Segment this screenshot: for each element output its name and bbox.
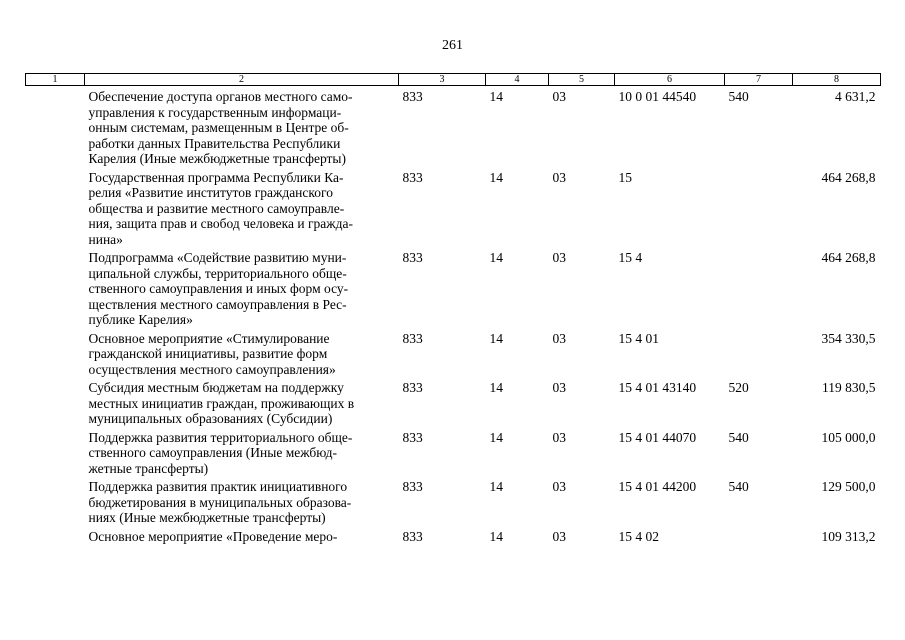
table-row bbox=[26, 167, 881, 248]
cell-c6: 15 4 01 bbox=[618, 330, 659, 346]
cell-c4: 14 bbox=[489, 479, 503, 494]
cell-c3: 833 bbox=[402, 250, 423, 265]
row-description: Основное мероприятие «Стимулирование гражданской инициативы, развитие форм осуществления местного самоуправления» bbox=[88, 330, 336, 377]
column-number: 5 bbox=[549, 74, 615, 86]
cell-c8: 129 500,0 bbox=[821, 479, 876, 494]
cell-c4: 14 bbox=[489, 380, 503, 395]
empty-cell bbox=[26, 167, 85, 248]
cell-c4: 14 bbox=[489, 429, 503, 445]
cell-c8: 354 330,5 bbox=[821, 330, 876, 346]
cell-c6: 15 bbox=[618, 169, 632, 185]
column-number: 1 bbox=[26, 74, 85, 86]
row-description: Обеспечение доступа органов местного само- управления к государственным информаци- онным системам, размещенным в Центре об- работки данных Правительства Республики Карелия (Иные межбюджетные трансферты) bbox=[88, 89, 353, 166]
table-row bbox=[26, 427, 881, 477]
empty-cell bbox=[26, 377, 85, 427]
budget-table bbox=[25, 73, 881, 544]
table-row bbox=[26, 247, 881, 328]
empty-cell bbox=[26, 476, 85, 526]
cell-c7 bbox=[725, 328, 793, 378]
cell-c7 bbox=[725, 526, 793, 545]
cell-c8: 464 268,8 bbox=[821, 169, 876, 185]
row-description: Подпрограмма «Содействие развитию муни- ципальной службы, территориального обще- ственного самоуправления и иных форм осу- ществления местного самоуправления в Рес- публике Карелия» bbox=[88, 250, 349, 327]
page-number: 261 bbox=[442, 38, 463, 53]
cell-c4: 14 bbox=[489, 528, 503, 544]
cell-c3: 833 bbox=[402, 429, 423, 445]
cell-c3: 833 bbox=[402, 479, 423, 494]
table-body bbox=[26, 86, 881, 545]
cell-c7: 540 bbox=[728, 479, 749, 494]
cell-c5: 03 bbox=[552, 89, 566, 104]
cell-c3: 833 bbox=[402, 169, 423, 185]
column-number-row bbox=[26, 74, 881, 86]
table-row bbox=[26, 377, 881, 427]
cell-c3: 833 bbox=[402, 330, 423, 346]
table-row bbox=[26, 476, 881, 526]
cell-c7: 540 bbox=[728, 429, 749, 445]
cell-c5: 03 bbox=[552, 528, 566, 544]
cell-c3: 833 bbox=[402, 528, 423, 544]
table-row bbox=[26, 526, 881, 545]
cell-c6: 15 4 02 bbox=[618, 528, 659, 544]
row-description: Субсидия местным бюджетам на поддержку местных инициатив граждан, проживающих в муниципальных образованиях (Субсидии) bbox=[88, 380, 355, 426]
table-row bbox=[26, 328, 881, 378]
row-description: Поддержка развития практик инициативного бюджетирования в муниципальных образова- ниях (Иные межбюджетные трансферты) bbox=[88, 479, 352, 525]
cell-c3: 833 bbox=[402, 89, 423, 104]
cell-c8: 109 313,2 bbox=[821, 528, 876, 544]
row-description: Основное мероприятие «Проведение меро- bbox=[88, 528, 338, 544]
empty-cell bbox=[26, 526, 85, 545]
cell-c5: 03 bbox=[552, 330, 566, 346]
empty-cell bbox=[26, 247, 85, 328]
cell-c7 bbox=[725, 247, 793, 328]
column-number: 7 bbox=[725, 74, 793, 86]
row-description: Государственная программа Республики Ка- релия «Развитие институтов гражданского общества и развитие местного самоуправле- ния, защита прав и свобод человека и гражда- нина» bbox=[88, 169, 353, 247]
empty-cell bbox=[26, 86, 85, 167]
cell-c5: 03 bbox=[552, 429, 566, 445]
cell-c6: 15 4 01 43140 bbox=[618, 380, 697, 395]
cell-c4: 14 bbox=[489, 330, 503, 346]
cell-c4: 14 bbox=[489, 169, 503, 185]
table-row bbox=[26, 86, 881, 167]
column-number: 4 bbox=[486, 74, 549, 86]
cell-c8: 105 000,0 bbox=[821, 429, 876, 445]
column-number: 6 bbox=[615, 74, 725, 86]
cell-c6: 15 4 01 44070 bbox=[618, 429, 697, 445]
cell-c7: 540 bbox=[728, 89, 749, 104]
cell-c6: 15 4 bbox=[618, 250, 643, 265]
cell-c8: 464 268,8 bbox=[821, 250, 876, 265]
column-number: 3 bbox=[399, 74, 486, 86]
cell-c3: 833 bbox=[402, 380, 423, 395]
row-description: Поддержка развития территориального обще- ственного самоуправления (Иные межбюд- жетные трансферты) bbox=[88, 429, 353, 476]
cell-c4: 14 bbox=[489, 89, 503, 104]
column-number: 2 bbox=[85, 74, 399, 86]
cell-c5: 03 bbox=[552, 380, 566, 395]
empty-cell bbox=[26, 427, 85, 477]
cell-c6: 10 0 01 44540 bbox=[618, 89, 697, 104]
cell-c7: 520 bbox=[728, 380, 749, 395]
cell-c8: 119 830,5 bbox=[822, 380, 876, 395]
cell-c6: 15 4 01 44200 bbox=[618, 479, 697, 494]
cell-c5: 03 bbox=[552, 250, 566, 265]
cell-c5: 03 bbox=[552, 169, 566, 185]
empty-cell bbox=[26, 328, 85, 378]
cell-c8: 4 631,2 bbox=[835, 89, 876, 104]
cell-c7 bbox=[725, 167, 793, 248]
column-number: 8 bbox=[793, 74, 881, 86]
cell-c5: 03 bbox=[552, 479, 566, 494]
cell-c4: 14 bbox=[489, 250, 503, 265]
